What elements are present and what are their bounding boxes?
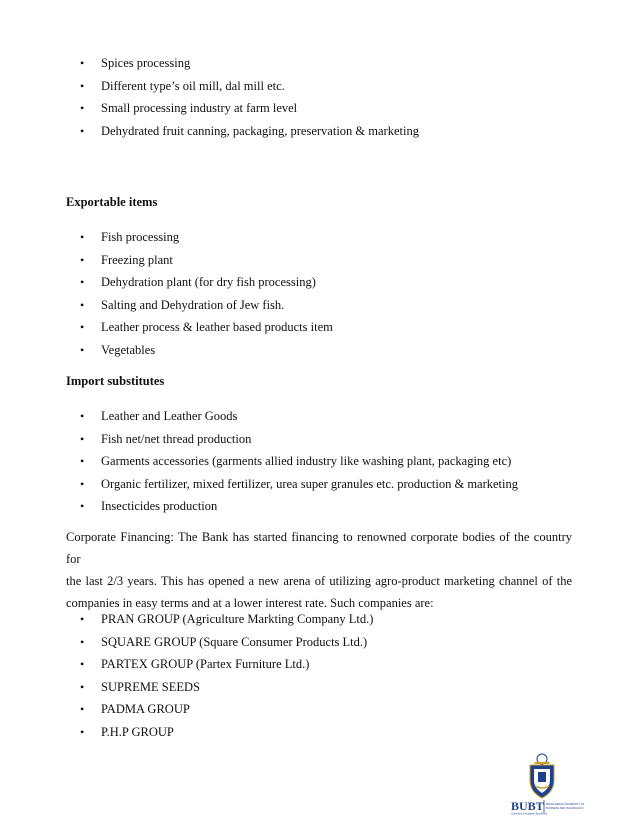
list-item: • Leather and Leather Goods [80,405,600,428]
import-substitutes-list [80,405,600,518]
list-item: • Spices processing [80,52,600,75]
list-item: • Organic fertilizer, mixed fertilizer, urea super granules etc. production & marketing [80,473,600,496]
paragraph-line: companies in easy terms and at a lower interest rate. Such companies are: [66,596,434,610]
exportable-items-list [80,226,600,361]
paragraph-line: Corporate Financing: The Bank has started financing to renowned corporate bodies of the country for [66,530,572,566]
paragraph-line: the last 2/3 years. This has opened a new arena of utilizing agro-product marketing channel of the [66,574,572,588]
logo-abbr: BUBT [511,799,544,813]
companies-list [80,608,600,743]
list-item: • Dehydrated fruit canning, packaging, preservation & marketing [80,120,600,143]
crest-icon [530,754,554,798]
list-item: • SQUARE GROUP (Square Consumer Products Ltd.) [80,631,600,654]
list-item: • Garments accessories (garments allied industry like washing plant, packaging etc) [80,450,600,473]
list-item: • Small processing industry at farm level [80,97,600,120]
list-item: • Fish net/net thread production [80,428,600,451]
list-item: • P.H.P GROUP [80,721,600,744]
import-substitutes-heading: Import substitutes [66,374,165,388]
list-item: • Different type’s oil mill, dal mill etc. [80,75,600,98]
list-item: • Salting and Dehydration of Jew fish. [80,294,600,317]
list-item: • PARTEX GROUP (Partex Furniture Ltd.) [80,653,600,676]
corporate-financing-paragraph [66,526,572,614]
list-item: • Fish processing [80,226,600,249]
list-item: • PADMA GROUP [80,698,600,721]
exportable-items-heading: Exportable items [66,195,158,209]
logo-line-1: BANGLADESH UNIVERSITY OF [546,803,585,806]
bubt-logo [497,752,589,816]
list-item: • Freezing plant [80,249,600,272]
processing-list [80,52,600,142]
list-item: • Dehydration plant (for dry fish processing) [80,271,600,294]
list-item: • PRAN GROUP (Agriculture Markting Company Ltd.) [80,608,600,631]
list-item: • Vegetables [80,339,600,362]
logo-line-2: BUSINESS AND TECHNOLOGY [546,807,585,810]
list-item: • SUPREME SEEDS [80,676,600,699]
list-item: • Leather process & leather based products item [80,316,600,339]
logo-tagline: Committed to Academic Excellence [511,813,547,816]
list-item: • Insecticides production [80,495,600,518]
